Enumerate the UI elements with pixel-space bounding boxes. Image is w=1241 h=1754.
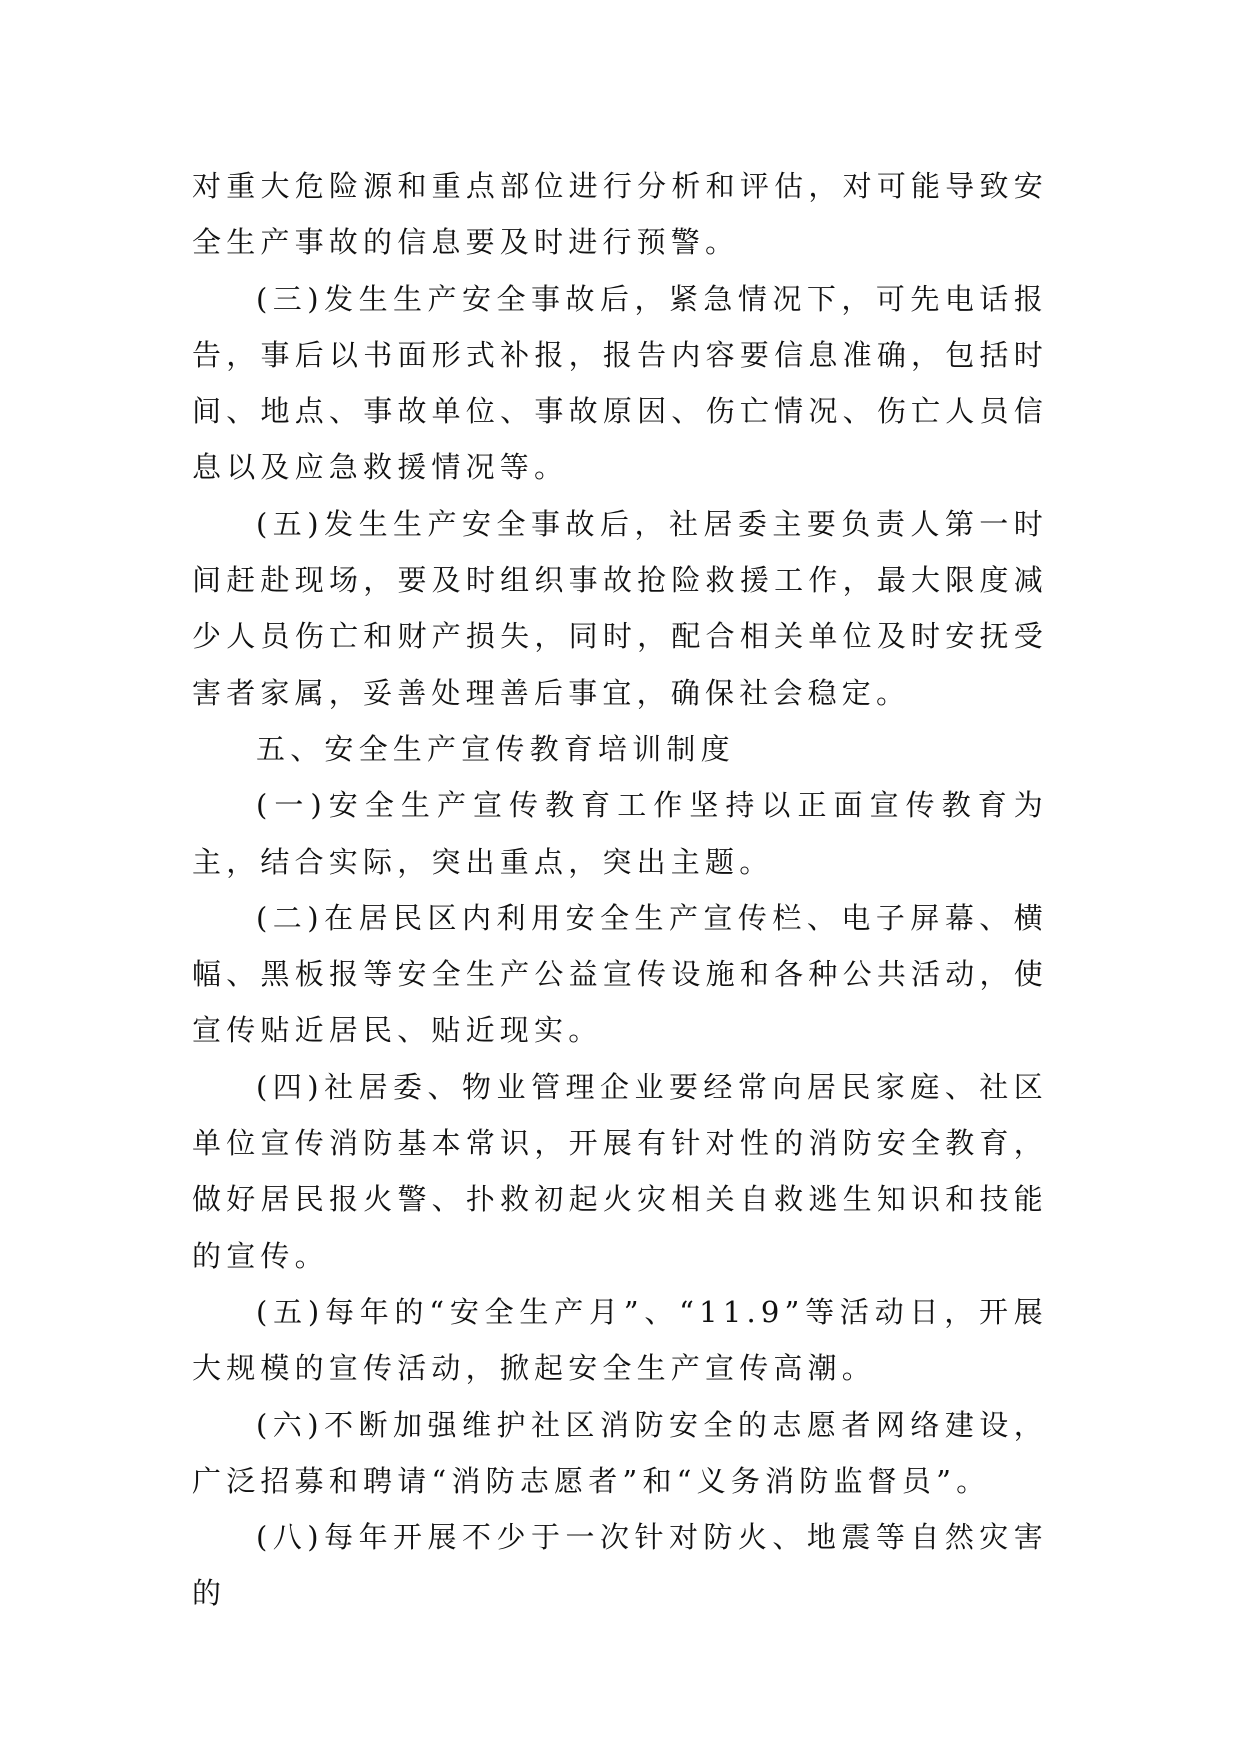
paragraph-publicity-principle: (一)安全生产宣传教育工作坚持以正面宣传教育为主，结合实际，突出重点，突出主题。 — [192, 788, 1048, 879]
paragraph-disaster-drill: (八)每年开展不少于一次针对防火、地震等自然灾害的 — [192, 1520, 1048, 1611]
paragraph-emergency-response: (五)发生生产安全事故后，社居委主要负责人第一时间赶赴现场，要及时组织事故抢险救援工作，最大限度减少人员伤亡和财产损失，同时，配合相关单位及时安抚受害者家属，妥善处理善后事宜，确保社会稳定。 — [192, 506, 1048, 710]
paragraph-safety-month: (五)每年的“安全生产月”、“11.9”等活动日，开展大规模的宣传活动，掀起安全生产宣传高潮。 — [192, 1294, 1048, 1386]
paragraph-accident-reporting: (三)发生生产安全事故后，紧急情况下，可先电话报告，事后以书面形式补报，报告内容要信息准确，包括时间、地点、事故单位、事故原因、伤亡情况、伤亡人员信息以及应急救援情况等。 — [192, 281, 1048, 485]
paragraph-risk-assessment: 对重大危险源和重点部位进行分析和评估，对可能导致安全生产事故的信息要及时进行预警。 — [192, 169, 1048, 260]
paragraph-fire-safety-education: (四)社居委、物业管理企业要经常向居民家庭、社区单位宣传消防基本常识，开展有针对性的消防安全教育，做好居民报火警、扑救初起火灾相关自救逃生知识和技能的宣传。 — [192, 1069, 1048, 1273]
paragraph-volunteer-network: (六)不断加强维护社区消防安全的志愿者网络建设，广泛招募和聘请“消防志愿者”和“义务消防监督员”。 — [192, 1407, 1048, 1498]
section-heading-training: 五、安全生产宣传教育培训制度 — [256, 731, 735, 766]
document-body — [192, 158, 1048, 1622]
paragraph-publicity-facilities: (二)在居民区内利用安全生产宣传栏、电子屏幕、横幅、黑板报等安全生产公益宣传设施和各种公共活动，使宣传贴近居民、贴近现实。 — [192, 900, 1048, 1048]
